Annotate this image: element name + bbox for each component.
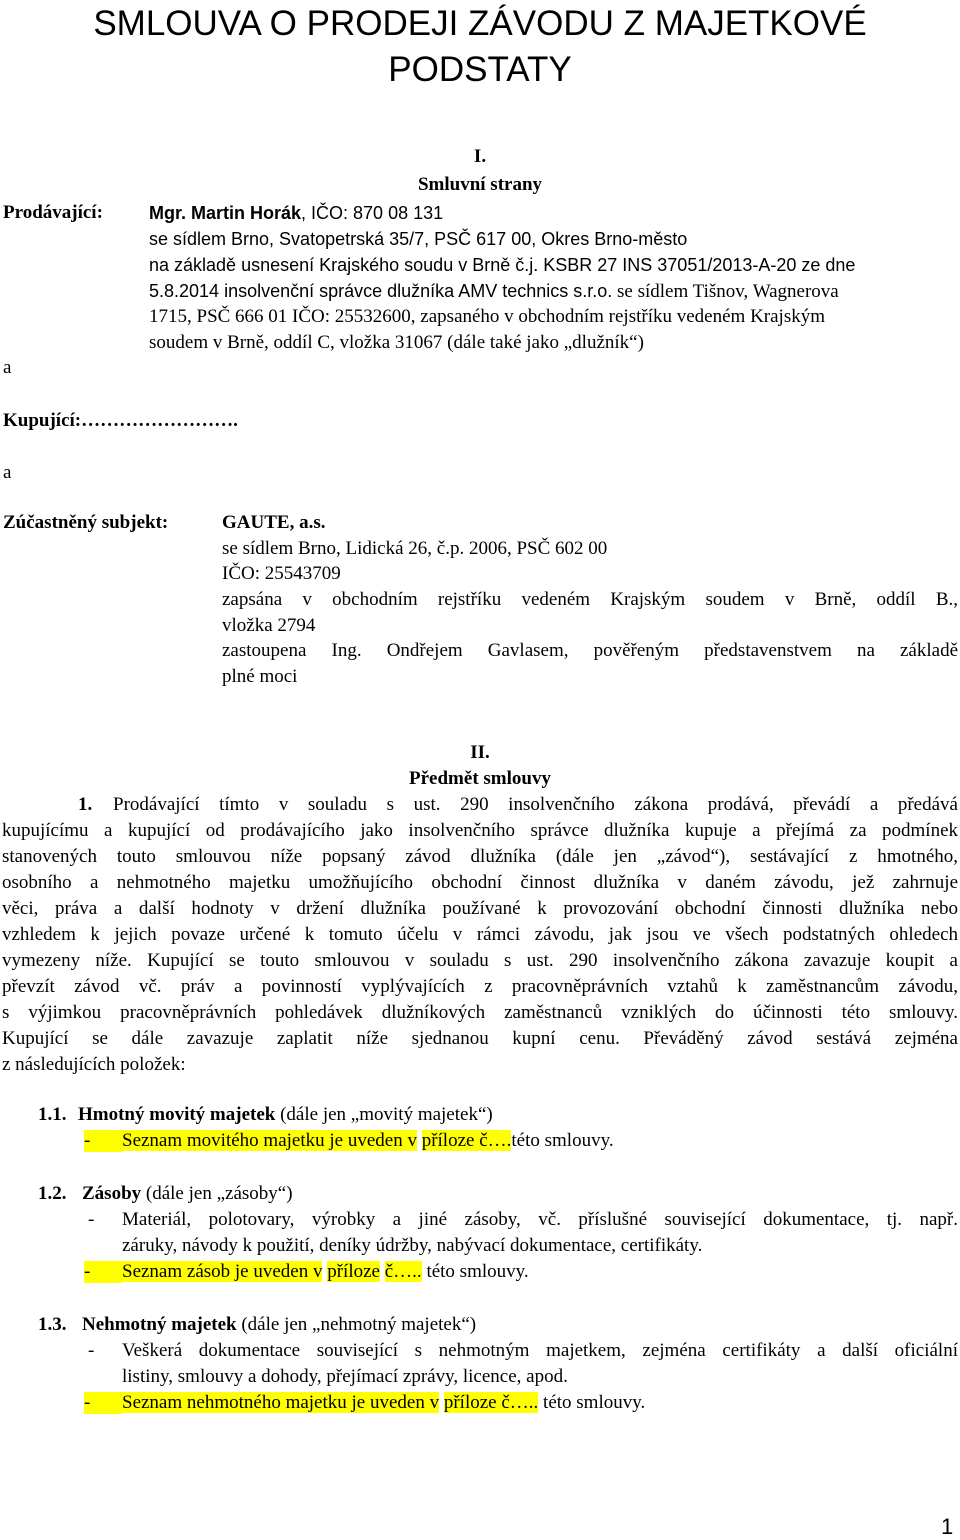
item-1-2-bullet-1-line-2: záruky, návody k použití, deníky údržby, nabývací dokumentace, certifikáty. xyxy=(122,1235,703,1256)
seller-court-resolution: na základě usnesení Krajského soudu v Brně č.j. KSBR 27 INS 37051/2013-A-20 ze dne xyxy=(149,255,856,275)
item-1-3-bullet-2 xyxy=(84,1392,645,1414)
participant-name: GAUTE, a.s. xyxy=(222,512,326,533)
item-1-3-bullet-end: této smlouvy. xyxy=(538,1392,646,1413)
item-1-1-number: 1.1. xyxy=(38,1104,67,1125)
paragraph-1-line: věci, práva a další hodnoty v držení dlužníka používané k provozování obchodní činnosti dlužníka nebo xyxy=(2,898,958,919)
paragraph-1-line: vymezeny níže. Kupující se touto smlouvou v souladu s ust. 290 insolvenčního zákona zavazuje koupit a xyxy=(2,950,958,971)
seller-ico: , IČO: 870 08 131 xyxy=(301,203,444,223)
paragraph-1-line: s výjimkou pracovněprávních pohledávek dlužníkových zaměstnanců vzniklých do účinnosti této smlouvy. xyxy=(2,1002,958,1023)
item-1-3-title: Nehmotný majetek xyxy=(82,1314,237,1335)
paragraph-1-line: vzhledem k jejich povaze určené k tomuto účelu v rámci závodu, jak jsou ve všech podstatných ohledech xyxy=(2,924,958,945)
document-title-line1: SMLOUVA O PRODEJI ZÁVODU Z MAJETKOVÉ xyxy=(93,4,867,43)
item-1-3-definition: (dále jen „nehmotný majetek“) xyxy=(236,1314,477,1335)
document-title-line2: PODSTATY xyxy=(388,50,572,89)
buyer-line xyxy=(3,410,238,432)
annex-reference: příloze xyxy=(327,1261,380,1282)
item-1-2-bullet-1-line-1: Materiál, polotovary, výrobky a jiné zásoby, vč. příslušné související dokumentace, tj. např. xyxy=(122,1209,958,1230)
paragraph-1-line: převzít závod vč. práv a povinností vyplývajících z pracovněprávních vztahů k zaměstnancům závodu, xyxy=(2,976,958,997)
paragraph-1-line: Kupující se dále zavazuje zaplatit níže sjednanou kupní cenu. Převáděný závod sestává zejména xyxy=(2,1028,958,1049)
bullet-dash: - xyxy=(88,1209,95,1230)
participant-power-of-attorney: plné moci xyxy=(222,666,298,687)
paragraph-1-line: Prodávající tímto v souladu s ust. 290 insolvenčního zákona prodává, převádí a předává xyxy=(113,794,958,815)
item-1-3-heading xyxy=(82,1314,476,1336)
seller-role: 5.8.2014 insolvenční správce dlužníka AMV technics s.r.o. xyxy=(149,281,613,301)
seller-label: Prodávající: xyxy=(3,202,103,223)
annex-number: č….. xyxy=(384,1261,422,1282)
annex-reference: příloze č….. xyxy=(443,1392,539,1413)
seller-debtor-seat: se sídlem Tišnov, Wagnerova xyxy=(612,281,839,302)
participant-address: se sídlem Brno, Lidická 26, č.p. 2006, PSČ 602 00 xyxy=(222,538,608,559)
seller-name: Mgr. Martin Horák xyxy=(149,203,302,223)
item-1-2-bullet-2 xyxy=(84,1261,529,1283)
buyer-label: Kupující: xyxy=(3,410,82,431)
item-1-2-heading xyxy=(82,1183,293,1205)
paragraph-1-number: 1. xyxy=(78,794,93,815)
item-1-3-bullet-text: Seznam nehmotného majetku je uveden v xyxy=(122,1392,440,1413)
item-1-1-bullet-text: Seznam movitého majetku je uveden v xyxy=(122,1130,417,1151)
section-2-number: II. xyxy=(470,742,490,763)
item-1-3-number: 1.3. xyxy=(38,1314,67,1335)
conjunction-and-1: a xyxy=(3,357,12,378)
item-1-2-bullet-end: této smlouvy. xyxy=(421,1261,529,1282)
item-1-2-bullet-text: Seznam zásob je uveden v xyxy=(122,1261,323,1282)
paragraph-1-line: z následujících položek: xyxy=(2,1054,186,1075)
bullet-dash: - xyxy=(84,1130,122,1152)
annex-reference: příloze č…. xyxy=(421,1130,512,1151)
seller-address: se sídlem Brno, Svatopetrská 35/7, PSČ 617 00, Okres Brno-město xyxy=(149,229,688,249)
participant-registration: zapsána v obchodním rejstříku vedeném Krajským soudem v Brně, oddíl B., xyxy=(222,589,958,610)
section-2-heading: Předmět smlouvy xyxy=(409,768,551,789)
item-1-3-bullet-1-line-1: Veškerá dokumentace související s nehmotným majetkem, zejména certifikáty a další oficiální xyxy=(122,1340,958,1361)
page-number: 1 xyxy=(941,1514,954,1539)
conjunction-and-2: a xyxy=(3,462,12,483)
item-1-1-bullet-end: této smlouvy. xyxy=(511,1130,614,1151)
bullet-dash: - xyxy=(88,1340,95,1361)
buyer-blank: ……………………. xyxy=(81,410,238,431)
item-1-1-bullet-1 xyxy=(84,1130,614,1152)
bullet-dash: - xyxy=(84,1392,122,1414)
seller-debtor-registration: 1715, PSČ 666 01 IČO: 25532600, zapsaného v obchodním rejstříku vedeném Krajským xyxy=(149,306,826,327)
seller-line-4 xyxy=(149,281,839,303)
item-1-2-title: Zásoby xyxy=(82,1183,142,1204)
participant-representative: zastoupena Ing. Ondřejem Gavlasem, pověřeným představenstvem na základě xyxy=(222,640,958,661)
seller-debtor-definition: soudem v Brně, oddíl C, vložka 31067 (dále také jako „dlužník“) xyxy=(149,332,644,353)
section-1-heading: Smluvní strany xyxy=(417,174,543,195)
paragraph-1-line: stanovených touto smlouvou níže popsaný závod dlužníka (dále jen „závod“), sestávající z hmotného, xyxy=(2,846,958,867)
item-1-2-definition: (dále jen „zásoby“) xyxy=(141,1183,293,1204)
item-1-2-number: 1.2. xyxy=(38,1183,67,1204)
section-1-number: I. xyxy=(473,146,487,167)
item-1-3-bullet-1-line-2: listiny, smlouvy a dohody, přejímací zprávy, licence, apod. xyxy=(122,1366,568,1387)
item-1-1-title: Hmotný movitý majetek xyxy=(78,1104,276,1125)
participant-registration-insert: vložka 2794 xyxy=(222,615,316,636)
item-1-1-heading xyxy=(78,1104,493,1126)
bullet-dash: - xyxy=(84,1261,122,1283)
participant-ico: IČO: 25543709 xyxy=(222,563,341,584)
participant-label: Zúčastněný subjekt: xyxy=(3,512,169,533)
seller-line-1 xyxy=(149,203,443,224)
paragraph-1-line: kupujícímu a kupující od prodávajícího jako insolvenčního správce dlužníka kupuje a přejímá za podmínek xyxy=(2,820,958,841)
paragraph-1-line: osobního a nehmotného majetku umožňujícího obchodní činnost dlužníka v daném závodu, jež zahrnuje xyxy=(2,872,958,893)
item-1-1-definition: (dále jen „movitý majetek“) xyxy=(275,1104,493,1125)
